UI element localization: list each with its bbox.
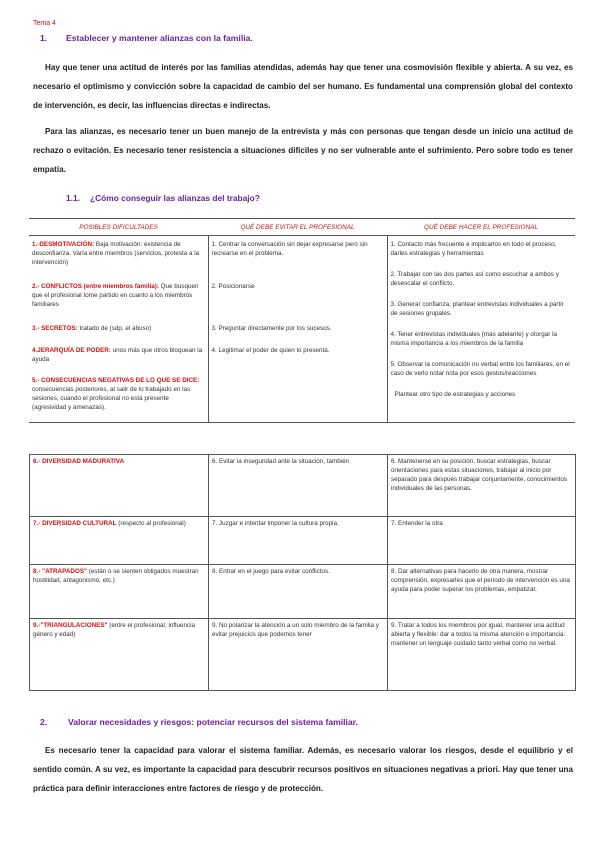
table-row (30, 619, 576, 691)
do-item: Plantear otro tipo de estrategias y acciones (394, 391, 516, 398)
subsection-title: ¿Cómo conseguir las alianzas del trabajo? (90, 193, 260, 203)
section-2-paragraph: Es necesario tener la capacidad para valorar el sistema familiar. Además, es necesario valorar los riesgos, desde el equilibrio y el sentido común. A su vez, es importante la capacidad para descubrir recursos positivos en situaciones negativas a priori. Hay que tener una práctica para definir interacciones entre factores de riesgo y de protección. (33, 746, 573, 793)
subsection-heading (66, 193, 260, 203)
do-item: 1. Contacto más frecuente e implicarlos en todo el proceso, darles estrategias y herramientas (390, 241, 557, 257)
difficulty-item: 4.JERARQUÍA DE PODER: unos más que otros bloquean la ayuda (32, 347, 203, 363)
difficulty-item: 3.- SECRETOS: tratado de (sdp, el abuso) (32, 325, 152, 332)
alliances-table (29, 218, 575, 423)
section-1-paragraph-2: Para las alianzas, es necesario tener un buen manejo de la entrevista y más con personas que tengan desde un inicio una actitud de rechazo o evitación. Es necesario tener resistencia a situaciones difíciles y no ser vulnerable ante el sufrimiento. Pero sobre todo es tener empatía. (33, 127, 573, 174)
do-item: 2. Trabajar con las dos partes así como escuchar a ambos y desescalar el conflicto. (390, 271, 559, 287)
avoid-cell: 8. Entrar en el juego para evitar conflictos. (209, 565, 388, 619)
do-item: 3. Generar confianza, plantear entrevistas individuales a partir de sesiones grupales. (390, 301, 564, 317)
avoid-cell: 6. Evitar la inseguridad ante la situación, también (209, 455, 388, 517)
do-cell: 8. Dar alternativas para hacerlo de otra manera, mostrar comprensión, expresarles que el periodo de intervención es una ayuda para poder superar los problemas, empatizar. (388, 565, 576, 619)
difficulties-cell (29, 236, 208, 423)
difficulty-item: 2.- CONFLICTOS (entre miembros familia): Que busquen que el profesional tome partido en cuanto a los miembros familiares (32, 283, 199, 308)
difficulty-item: 5.- CONSECUENCIAS NEGATIVAS DE LO QUE SE DICE: consecuencias posteriores, al salir de lo trabajado en las sesiones, cuando el profesional no está presente (agresividad y amenazas). (32, 377, 200, 411)
avoid-item: 3. Preguntar directamente por los sucesos. (211, 325, 332, 332)
difficulty-cell: 7.- DIVERSIDAD CULTURAL (respecto al profesional) (30, 517, 209, 565)
section-1-number: 1. (40, 33, 48, 43)
do-cell (387, 236, 575, 423)
difficulty-item: 1.-DESMOTIVACIÓN: Baja motivación: existencia de desconfianza. Varía entre miembros (servicios, protesta a la intervención) (32, 241, 200, 266)
section-2-heading (40, 717, 358, 727)
do-cell: 7. Entender la otra (388, 517, 576, 565)
header-avoid: QUÉ DEBE EVITAR EL PROFESIONAL (208, 219, 387, 236)
do-item: 4. Tener entrevistas individuales (más adelante) y otorgar la misma importancia a los miembros de la familia (390, 331, 557, 347)
avoid-cell (208, 236, 387, 423)
topic-label: Tema 4 (33, 20, 56, 27)
do-cell: 6. Mantenerse en su posición, buscar estrategias, buscar orientaciones para estas situaciones, trabajar al inicio por separado para después trabajar conjuntamente, conocimientos individuales de las personas. (388, 455, 576, 517)
table-row (30, 565, 576, 619)
section-1-paragraph-1: Hay que tener una actitud de interés por las familias atendidas, además hay que tener una cosmovisión flexible y abierta. A su vez, es necesario el optimismo y convicción sobre la capacidad de cambio del ser humano. Es fundamental una comprensión global del contexto de intervención, es decir, las influencias directas e indirectas. (33, 63, 573, 110)
section-1-heading (40, 33, 253, 43)
header-do: QUÉ DEBE HACER EL PROFESIONAL (387, 219, 575, 236)
avoid-item: 2. Posicionarse (211, 283, 255, 290)
section-1-title: Establecer y mantener alianzas con la familia. (66, 33, 253, 43)
do-cell: 9. Tratar a todos los miembros por igual, mantener una actitud abierta y flexible: dar a todos la misma atención e importancia: mantener un lenguaje cuidado tanto verbal como no verbal. (388, 619, 576, 691)
section-2-number: 2. (40, 717, 48, 727)
alliances-table-continued (29, 454, 576, 691)
header-difficulties: POSIBLES DIFICULTADES (29, 219, 208, 236)
avoid-item: 4. Legitimar el poder de quien lo presenta. (211, 347, 330, 354)
avoid-item: 1. Centrar la conversación sin dejar expresarse pero sin recrearse en el problema. (211, 241, 368, 257)
subsection-number: 1.1. (66, 193, 80, 203)
table-row (30, 455, 576, 517)
difficulty-cell: 9.-"TRIANGULACIONES" (entre el profesional, influencia género y edad) (30, 619, 209, 691)
avoid-cell: 9. No polarizar la atención a un solo miembro de la familia y evitar prejuicios que podemos tener (209, 619, 388, 691)
section-2-title: Valorar necesidades y riesgos: potenciar recursos del sistema familiar. (68, 717, 358, 727)
difficulty-cell: 8.- "ATRAPADOS" (están o se sienten obligados muestran hostilidad, antagonismo, etc.) (30, 565, 209, 619)
difficulty-cell: 6.- DIVERSIDAD MADURATIVA (30, 455, 209, 517)
table-row (30, 517, 576, 565)
do-item: 5. Observar la comunicación no verbal entre los familiares, en el caso de verlo notar nota por esos gestos/reacciones (390, 361, 570, 377)
avoid-cell: 7. Juzgar e intentar imponer la cultura propia. (209, 517, 388, 565)
